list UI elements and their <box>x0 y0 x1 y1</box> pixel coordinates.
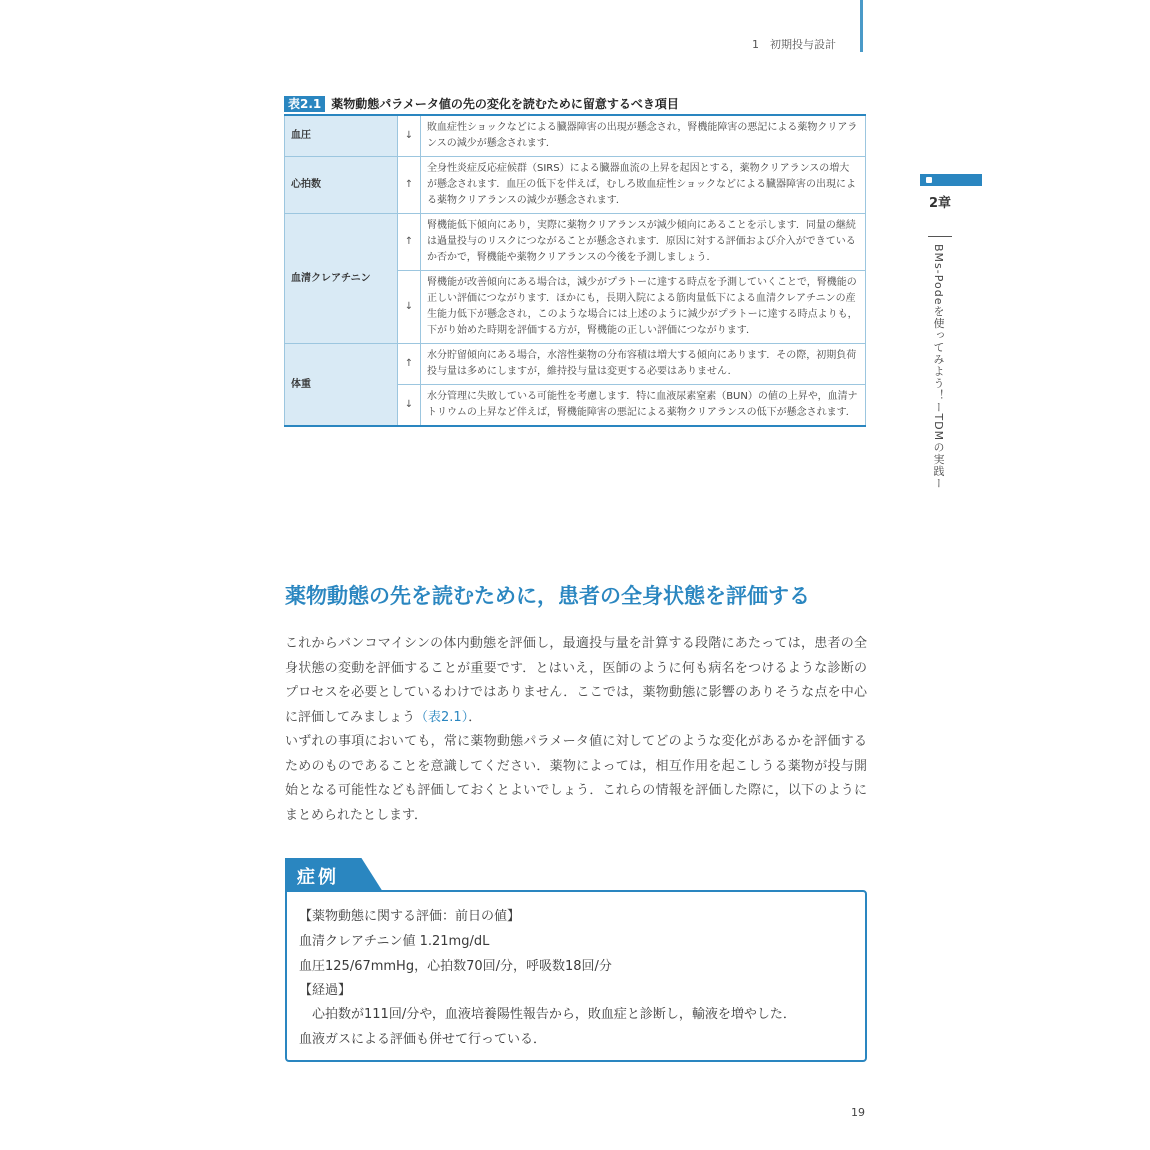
table-caption-text: 薬物動態パラメータ値の先の変化を読むために留意するべき項目 <box>331 97 679 111</box>
side-tab-square-icon <box>926 177 932 183</box>
paragraph-text: これからバンコマイシンの体内動態を評価し，最適投与量を計算する段階にあたっては，患者の全身状態の変動を評価することが重要です．とはいえ，医師のように何も病名をつけるような診断のプロセスを必要としているわけではありません．ここでは，薬物動態に影響のありそうな点を中心に評価してみましょう <box>285 636 867 725</box>
table-row <box>285 214 866 271</box>
arrow-up-icon: ↑ <box>398 157 421 214</box>
case-line: 血液ガスによる評価も併せて行っている． <box>299 1032 547 1047</box>
arrow-down-icon: ↓ <box>398 385 421 427</box>
row-description: 水分貯留傾向にある場合，水溶性薬物の分布容積は増大する傾向にあります．その際，初期負荷投与量は多めにしますが，維持投与量は変更する必要はありません． <box>421 344 866 385</box>
case-line: 血清クレアチニン値 1.21mg/dL <box>299 934 490 949</box>
row-name-serum-creatinine: 血清クレアチニン <box>285 214 398 344</box>
table-row <box>285 344 866 385</box>
table-caption <box>284 95 679 112</box>
case-heading: 【経過】 <box>299 983 352 998</box>
arrow-down-icon: ↓ <box>398 115 421 157</box>
row-description: 水分管理に失敗している可能性を考慮します．特に血液尿素窒素（BUN）の値の上昇や，血清ナトリウムの上昇など伴えば，腎機能障害の悪記による薬物クリアランスの低下が懸念されます． <box>421 385 866 427</box>
arrow-down-icon: ↓ <box>398 271 421 344</box>
paragraph-end: ． <box>468 709 482 725</box>
section-heading: 薬物動態の先を読むために，患者の全身状態を評価する <box>285 584 810 608</box>
header-rule <box>860 0 863 52</box>
page-number: 19 <box>851 1106 865 1119</box>
side-tab-divider <box>928 236 952 237</box>
case-line: 血圧125/67mmHg，心拍数70回/分，呼吸数18回/分 <box>299 959 612 974</box>
row-name-body-weight: 体重 <box>285 344 398 427</box>
table-reference-link: （表2.1） <box>415 709 469 725</box>
row-description: 腎機能が改善傾向にある場合は，減少がプラトーに達する時点を予測していくことで，腎機能の正しい評価につながります．ほかにも，長期入院による筋肉量低下による血清クレアチニンの産生能力低下が懸念され，このような場合には上述のように減少がプラトーに達する時点よりも，下がり始めた時期を評価する方が，腎機能の正しい評価につながります． <box>421 271 866 344</box>
row-name-blood-pressure: 血圧 <box>285 115 398 157</box>
case-heading: 【薬物動態に関する評価：前日の値】 <box>299 909 521 924</box>
case-line: 心拍数が111回/分や，血液培養陽性報告から，敗血症と診断し，輸液を増やした． <box>299 1007 796 1022</box>
table-row <box>285 115 866 157</box>
row-description: 敗血症性ショックなどによる臓器障害の出現が懸念され，腎機能障害の悪記による薬物クリアランスの減少が懸念されます． <box>421 115 866 157</box>
body-paragraph <box>285 632 867 730</box>
parameter-table <box>284 114 866 427</box>
row-name-heart-rate: 心拍数 <box>285 157 398 214</box>
table-row <box>285 157 866 214</box>
side-chapter-number: 2章 <box>928 196 952 211</box>
row-description: 全身性炎症反応症候群（SIRS）による臓器血流の上昇を起因とする，薬物クリアランスの増大が懸念されます．血圧の低下を伴えば，むしろ敗血症性ショックなどによる臓器障害の出現による薬物クリアランスの減少が懸念されます． <box>421 157 866 214</box>
body-paragraph: いずれの事項においても，常に薬物動態パラメータ値に対してどのような変化があるかを評価するためのものであることを意識してください．薬物によっては，相互作用を起こしうる薬物が投与開始となる可能性なども評価しておくとよいでしょう．これらの情報を評価した際に，以下のようにまとめられたとします． <box>285 734 867 823</box>
side-chapter-title: BMs-Podeを使ってみよう！ーTDMの実践ー <box>932 244 945 490</box>
case-label: 症例 <box>297 867 339 888</box>
table-number-tag: 表2.1 <box>284 96 325 112</box>
arrow-up-icon: ↑ <box>398 214 421 271</box>
running-header: 1 初期投与設計 <box>752 38 836 51</box>
row-description: 腎機能低下傾向にあり，実際に薬物クリアランスが減少傾向にあることを示します．同量の継続は過量投与のリスクにつながることが懸念されます．原因に対する評価および介入ができているか否かで，腎機能や薬物クリアランスの今後を予測しましょう． <box>421 214 866 271</box>
arrow-up-icon: ↑ <box>398 344 421 385</box>
